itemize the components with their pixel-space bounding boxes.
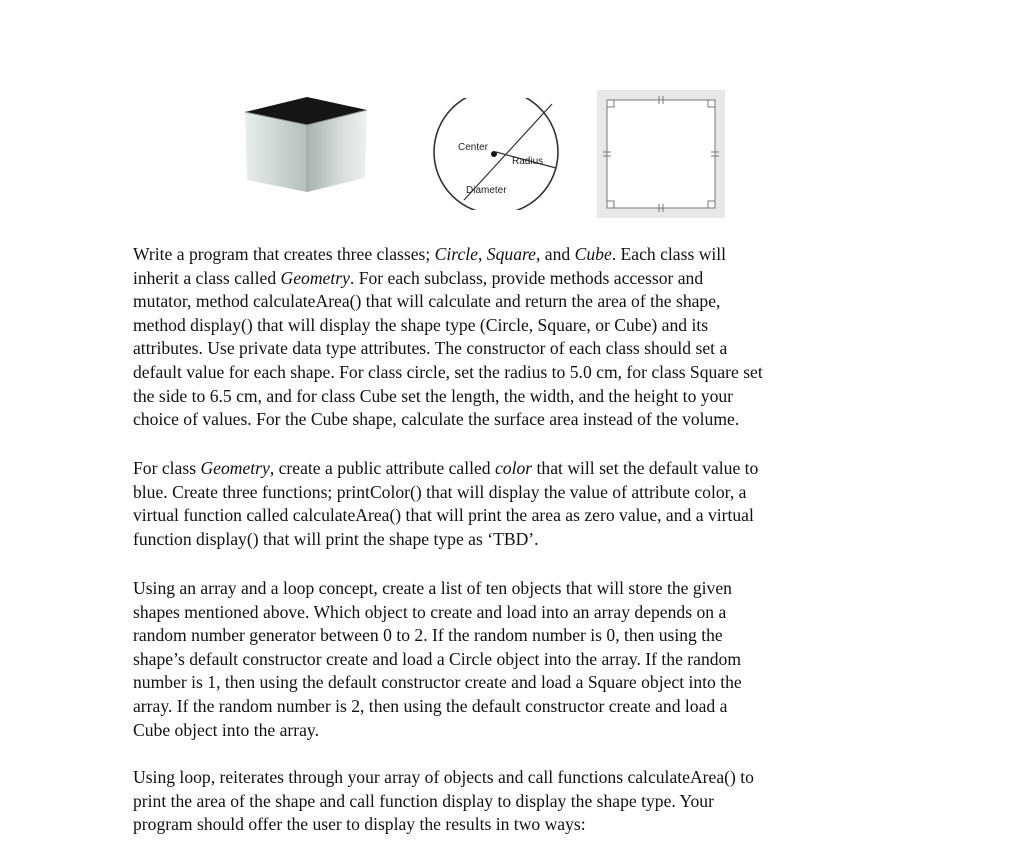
class-name-circle: Circle bbox=[434, 244, 478, 264]
text-line bbox=[133, 267, 893, 291]
center-label: Center bbox=[458, 142, 489, 153]
text-run: . Each class will bbox=[611, 244, 727, 264]
text-line: shape’s default constructor create and load a Circle object into the array. If the random bbox=[133, 648, 742, 669]
diameter-label: Diameter bbox=[466, 185, 507, 196]
text-line: Using loop, reiterates through your array of objects and call functions calculateArea() to bbox=[133, 767, 754, 787]
text-line: print the area of the shape and call function display to display the shape type. Your bbox=[133, 790, 714, 811]
text-run: , bbox=[478, 244, 487, 264]
text-run: that will set the default value to bbox=[532, 458, 759, 478]
class-name-geometry: Geometry bbox=[200, 458, 270, 478]
text-line: attributes. Use private data type attributes. The constructor of each class should set a bbox=[133, 338, 728, 359]
class-name-square: Square bbox=[486, 244, 536, 264]
text-line: program should offer the user to display the results in two ways: bbox=[133, 814, 586, 835]
text-line: shapes mentioned above. Which object to create and load into an array depends on a bbox=[133, 601, 727, 622]
cube-image bbox=[237, 92, 377, 194]
text-run: For class bbox=[133, 458, 201, 478]
text-run: , create a public attribute called bbox=[269, 458, 495, 478]
text-run: . For each subclass, provide methods accessor and bbox=[349, 267, 704, 288]
text-line: number is 1, then using the default constructor create and load a Square object into the bbox=[133, 672, 742, 693]
text-line: choice of values. For the Cube shape, calculate the surface area instead of the volume. bbox=[133, 409, 740, 430]
text-line: method display() that will display the shape type (Circle, Square, or Cube) and its bbox=[133, 314, 709, 335]
mirrored-cube-icon bbox=[237, 92, 377, 194]
text-line bbox=[133, 457, 893, 481]
text-line: Cube object into the array. bbox=[133, 719, 319, 740]
paragraph-array bbox=[133, 577, 893, 742]
text-run: inherit a class called bbox=[133, 267, 281, 288]
text-run: , and bbox=[536, 244, 575, 264]
class-name-geometry: Geometry bbox=[280, 267, 350, 288]
square-diagram-icon bbox=[597, 90, 725, 218]
text-run: Write a program that creates three classes; bbox=[133, 244, 435, 264]
text-line: the side to 6.5 cm, and for class Cube set the length, the width, and the height to your bbox=[133, 385, 734, 406]
text-line bbox=[133, 243, 893, 267]
attribute-name-color: color bbox=[495, 458, 533, 478]
circle-diagram bbox=[430, 98, 570, 210]
text-line: Using an array and a loop concept, create a list of ten objects that will store the given bbox=[133, 578, 732, 598]
paragraph-loop bbox=[133, 766, 893, 837]
radius-label: Radius bbox=[512, 156, 544, 167]
text-line: array. If the random number is 2, then using the default constructor create and load a bbox=[133, 695, 728, 716]
text-line: function display() that will print the shape type as ‘TBD’. bbox=[133, 528, 539, 549]
text-line: mutator, method calculateArea() that will calculate and return the area of the shape, bbox=[133, 291, 721, 312]
square-diagram bbox=[597, 90, 725, 218]
class-name-cube: Cube bbox=[574, 244, 612, 264]
circle-diagram-icon bbox=[430, 98, 570, 210]
text-line: random number generator between 0 to 2. If the random number is 0, then using the bbox=[133, 625, 723, 646]
text-line: default value for each shape. For class circle, set the radius to 5.0 cm, for class Square set bbox=[133, 361, 763, 382]
paragraph-geometry bbox=[133, 457, 893, 551]
text-line: blue. Create three functions; printColor() that will display the value of attribute color, a bbox=[133, 481, 747, 502]
paragraph-classes bbox=[133, 243, 893, 432]
text-line: virtual function called calculateArea() that will print the area as zero value, and a virtual bbox=[133, 505, 754, 526]
